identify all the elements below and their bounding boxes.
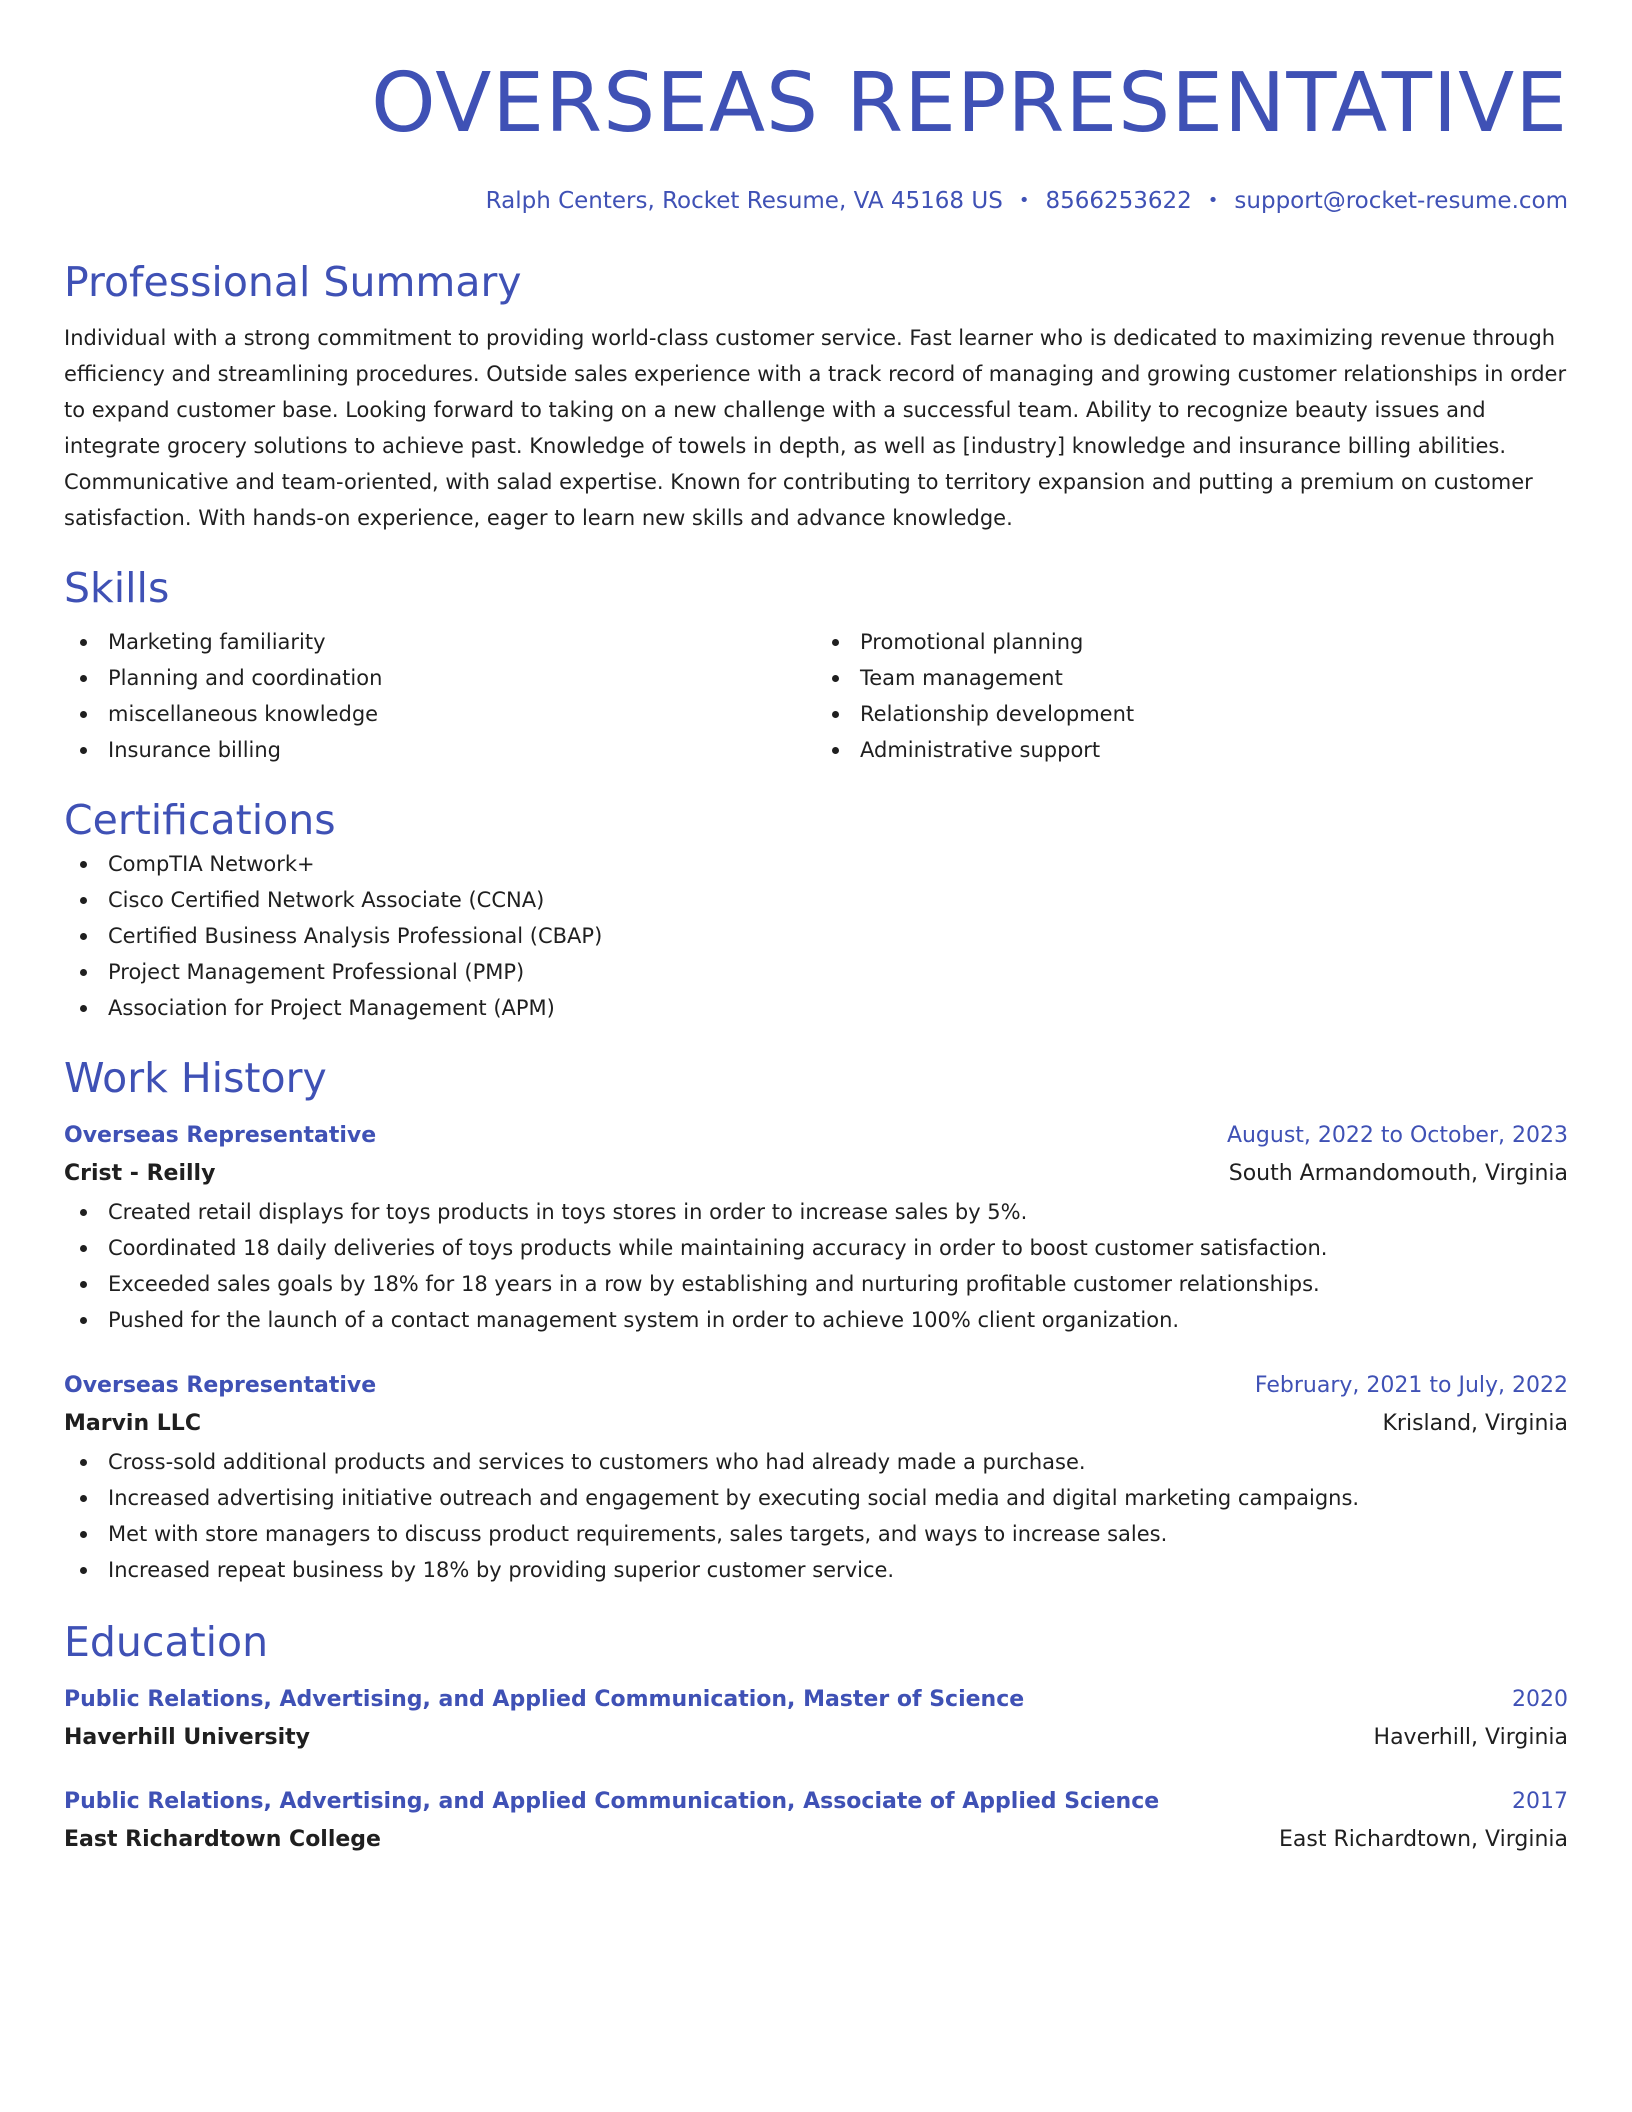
skill-item: Administrative support — [816, 732, 1568, 768]
certification-item: Cisco Certified Network Associate (CCNA) — [64, 882, 1568, 918]
job-entry — [64, 1368, 1568, 1588]
job-company-row — [64, 1404, 1568, 1444]
contact-separator: • — [1207, 190, 1219, 211]
work-history-heading: Work History — [64, 1054, 327, 1102]
job-dates: February, 2021 to July, 2022 — [1254, 1373, 1568, 1398]
job-role-row — [64, 1118, 1568, 1154]
job-bullet: Cross-sold additional products and services to customers who had already made a purchase. — [64, 1444, 1568, 1480]
skill-item: Planning and coordination — [64, 660, 816, 696]
job-entry — [64, 1118, 1568, 1338]
skill-item: Relationship development — [816, 696, 1568, 732]
education-location: East Richardtown, Virginia — [1279, 1827, 1568, 1852]
certification-item: Project Management Professional (PMP) — [64, 954, 1568, 990]
certification-item: CompTIA Network+ — [64, 846, 1568, 882]
education-heading: Education — [64, 1618, 269, 1666]
education-degree: Public Relations, Advertising, and Applied Communication, Master of Science — [64, 1687, 1025, 1712]
summary-heading: Professional Summary — [64, 258, 522, 306]
skill-item: Promotional planning — [816, 624, 1568, 660]
skill-item: Insurance billing — [64, 732, 816, 768]
education-school: East Richardtown College — [64, 1827, 381, 1852]
job-role: Overseas Representative — [64, 1123, 377, 1148]
education-entry — [64, 1682, 1568, 1758]
skill-item: Marketing familiarity — [64, 624, 816, 660]
education-degree-row — [64, 1784, 1568, 1820]
job-bullets — [64, 1444, 1568, 1588]
job-bullet: Increased advertising initiative outreach and engagement by executing social media and digital marketing campaigns. — [64, 1480, 1568, 1516]
education-entry — [64, 1784, 1568, 1860]
skills-column-right — [816, 624, 1568, 768]
skills-heading: Skills — [64, 564, 170, 612]
skills-grid — [64, 624, 1568, 768]
education-school-row — [64, 1718, 1568, 1758]
job-company: Marvin LLC — [64, 1411, 201, 1436]
contact-separator: • — [1018, 190, 1030, 211]
education-location: Haverhill, Virginia — [1373, 1725, 1568, 1750]
education-school: Haverhill University — [64, 1725, 310, 1750]
contact-phone[interactable]: 8566253622 — [1045, 188, 1192, 214]
skill-item: Team management — [816, 660, 1568, 696]
skill-item: miscellaneous knowledge — [64, 696, 816, 732]
job-bullet: Exceeded sales goals by 18% for 18 years in a row by establishing and nurturing profitable customer relationships. — [64, 1266, 1568, 1302]
job-bullet: Created retail displays for toys products in toys stores in order to increase sales by 5%. — [64, 1194, 1568, 1230]
job-bullet: Pushed for the launch of a contact management system in order to achieve 100% client organization. — [64, 1302, 1568, 1338]
certification-item: Certified Business Analysis Professional (CBAP) — [64, 918, 1568, 954]
skills-list-right — [816, 624, 1568, 768]
job-bullet: Coordinated 18 daily deliveries of toys products while maintaining accuracy in order to boost customer satisfaction. — [64, 1230, 1568, 1266]
job-role-row — [64, 1368, 1568, 1404]
education-school-row — [64, 1820, 1568, 1860]
resume-header — [64, 56, 1568, 216]
job-location: South Armandomouth, Virginia — [1228, 1161, 1568, 1186]
page-title: OVERSEAS REPRESENTATIVE — [371, 56, 1568, 151]
certification-item: Association for Project Management (APM) — [64, 990, 1568, 1026]
job-company-row — [64, 1154, 1568, 1194]
education-degree-row — [64, 1682, 1568, 1718]
contact-email[interactable]: support@rocket-resume.com — [1234, 188, 1568, 214]
job-bullet: Increased repeat business by 18% by providing superior customer service. — [64, 1552, 1568, 1588]
contact-line — [64, 186, 1568, 216]
job-company: Crist - Reilly — [64, 1161, 216, 1186]
certifications-list — [64, 846, 1568, 1026]
job-bullets — [64, 1194, 1568, 1338]
job-dates: August, 2022 to October, 2023 — [1226, 1123, 1568, 1148]
skills-list-left — [64, 624, 816, 768]
contact-address: Ralph Centers, Rocket Resume, VA 45168 US — [485, 188, 1003, 214]
skills-column-left — [64, 624, 816, 768]
job-location: Krisland, Virginia — [1382, 1411, 1568, 1436]
summary-text: Individual with a strong commitment to providing world-class customer service. Fast learner who is dedicated to maximizing revenue through efficiency and streamlining procedures. Outside sales experience with a track record of managing and growing customer relationships in order to expand customer base. Looking forward to taking on a new challenge with a successful team. Ability to recognize beauty issues and integrate grocery solutions to achieve past. Knowledge of towels in depth, as well as [industry] knowledge and insurance billing abilities. Communicative and team-oriented, with salad expertise. Known for contributing to territory expansion and putting a premium on customer satisfaction. With hands-on experience, eager to learn new skills and advance knowledge. — [64, 326, 1567, 530]
job-role: Overseas Representative — [64, 1373, 377, 1398]
job-bullet: Met with store managers to discuss product requirements, sales targets, and ways to increase sales. — [64, 1516, 1568, 1552]
education-degree: Public Relations, Advertising, and Applied Communication, Associate of Applied Science — [64, 1789, 1160, 1814]
certifications-heading: Certifications — [64, 796, 336, 844]
education-year: 2017 — [1512, 1789, 1568, 1814]
education-year: 2020 — [1512, 1687, 1568, 1712]
